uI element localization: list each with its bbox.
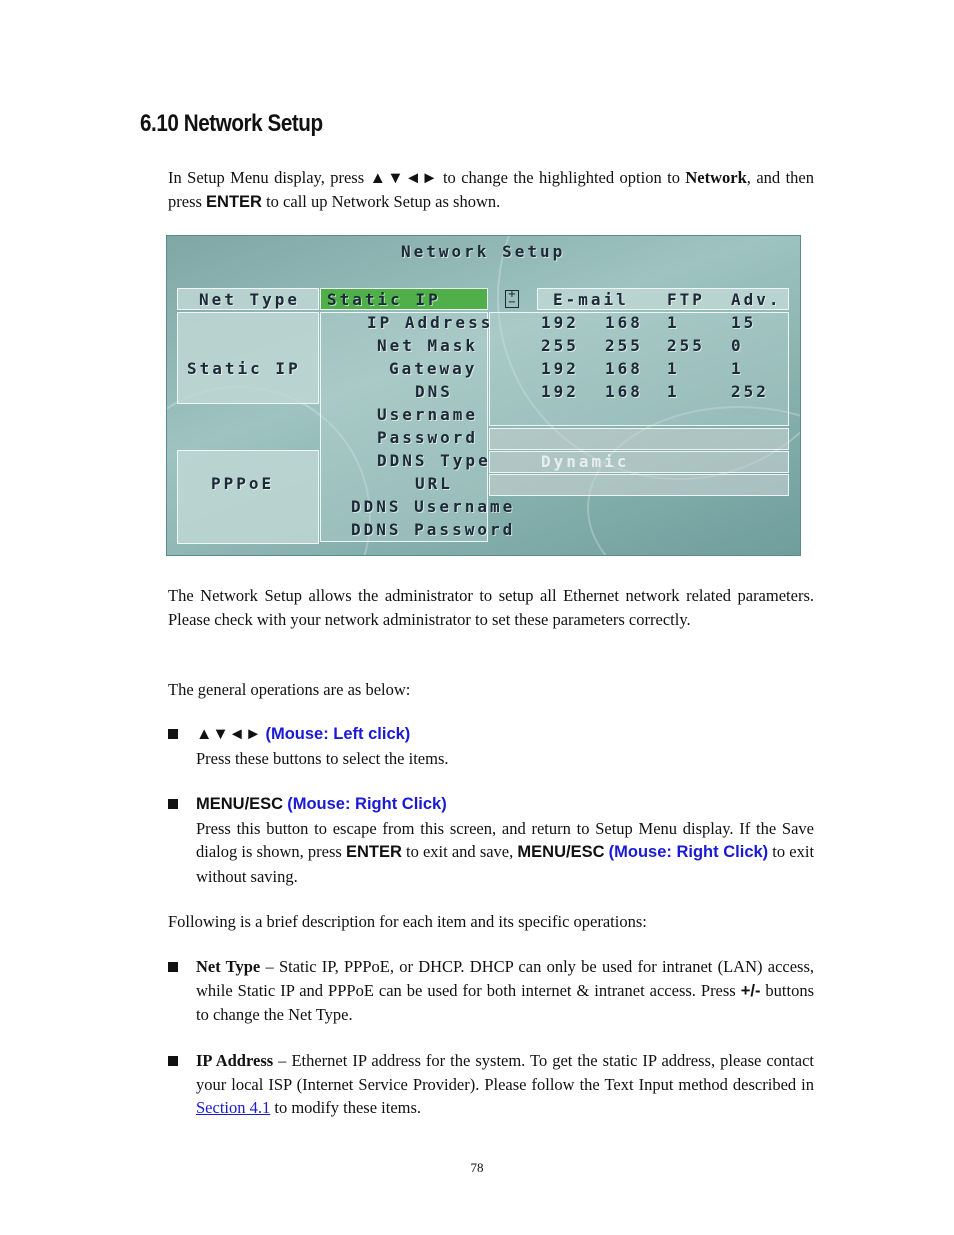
row-label-net-mask: Net Mask bbox=[377, 336, 479, 355]
net-type-label: Net Type bbox=[199, 290, 301, 309]
item-description: – Ethernet IP address for the system. To get the static IP address, please contact your local ISP (Internet Service Provider). Please follow the Text Input method described in bbox=[196, 1051, 814, 1094]
item-term: IP Address bbox=[196, 1051, 274, 1070]
intro-paragraph bbox=[168, 166, 814, 214]
operation-description: to exit and save, bbox=[401, 842, 518, 861]
menu-esc-key: MENU/ESC bbox=[196, 795, 284, 813]
intro-text: In Setup Menu display, press bbox=[168, 168, 370, 187]
network-setup-screenshot bbox=[166, 235, 801, 556]
operation-description: Press these buttons to select the items. bbox=[196, 748, 449, 768]
section-heading: 6.10 Network Setup bbox=[140, 110, 323, 137]
row-label-ip-address: IP Address bbox=[367, 313, 494, 332]
network-term: Network bbox=[685, 168, 747, 187]
mask-octet-4[interactable]: 0 bbox=[731, 336, 744, 355]
enter-key: ENTER bbox=[206, 192, 262, 211]
plus-minus-icon[interactable]: + − bbox=[505, 290, 519, 308]
dns-octet-1[interactable]: 192 bbox=[541, 382, 579, 401]
pppoe-label: PPPoE bbox=[211, 474, 275, 493]
bullet-square-icon bbox=[168, 799, 178, 809]
row-label-url: URL bbox=[415, 474, 453, 493]
password-field[interactable] bbox=[489, 451, 789, 473]
osd-title: Network Setup bbox=[401, 242, 566, 261]
row-label-password: Password bbox=[377, 428, 479, 447]
gateway-octet-1[interactable]: 192 bbox=[541, 359, 579, 378]
gateway-octet-3[interactable]: 1 bbox=[667, 359, 680, 378]
bullet-square-icon bbox=[168, 1056, 178, 1066]
item-description: – Static IP, PPPoE, or DHCP. DHCP can only be used for intranet (LAN) access, while Static IP and PPPoE can be used for both internet & intranet access. Press bbox=[196, 957, 815, 1000]
page-number: 78 bbox=[470, 1160, 484, 1175]
item-net-type bbox=[168, 955, 814, 1027]
menu-esc-key: MENU/ESC bbox=[517, 843, 605, 861]
bullet-square-icon bbox=[168, 962, 178, 972]
dns-octet-4[interactable]: 252 bbox=[731, 382, 769, 401]
operation-description: Press this button to escape from this screen, and return to Setup Menu display. If the Save dialog is shown, press bbox=[196, 818, 814, 861]
plus-minus-key: +/- bbox=[740, 981, 761, 1000]
dns-octet-2[interactable]: 168 bbox=[605, 382, 643, 401]
intro-text: to change the highlighted option to bbox=[437, 168, 686, 187]
row-label-ddns-password: DDNS Password bbox=[351, 520, 516, 539]
operation-item-arrows bbox=[168, 722, 814, 770]
dns-octet-3[interactable]: 1 bbox=[667, 382, 680, 401]
mouse-hint: (Mouse: Right Click) bbox=[287, 795, 447, 813]
row-label-ddns-type: DDNS Type bbox=[377, 451, 491, 470]
general-operations-intro: The general operations are as below: bbox=[168, 680, 411, 699]
tab-adv[interactable]: Adv. bbox=[731, 290, 782, 309]
row-label-username: Username bbox=[377, 405, 479, 424]
ip-octet-4[interactable]: 15 bbox=[731, 313, 757, 332]
arrow-keys: ▲▼◄► bbox=[196, 725, 262, 743]
ip-octet-1[interactable]: 192 bbox=[541, 313, 579, 332]
static-ip-label: Static IP bbox=[187, 359, 301, 378]
mouse-hint: (Mouse: Right Click) bbox=[608, 843, 769, 861]
gateway-octet-2[interactable]: 168 bbox=[605, 359, 643, 378]
ip-octet-2[interactable]: 168 bbox=[605, 313, 643, 332]
username-field[interactable] bbox=[489, 428, 789, 450]
item-description: to modify these items. bbox=[270, 1098, 422, 1117]
gateway-octet-4[interactable]: 1 bbox=[731, 359, 744, 378]
tab-ftp[interactable]: FTP bbox=[667, 290, 705, 309]
mask-octet-3[interactable]: 255 bbox=[667, 336, 705, 355]
tab-email[interactable]: E-mail bbox=[553, 290, 629, 309]
section-link[interactable]: Section 4.1 bbox=[196, 1098, 271, 1117]
bullet-square-icon bbox=[168, 729, 178, 739]
pppoe-group bbox=[177, 450, 319, 544]
ddns-type-value[interactable]: Dynamic bbox=[541, 452, 630, 471]
item-description: buttons to change the Net Type. bbox=[196, 980, 815, 1024]
arrow-keys: ▲▼◄► bbox=[369, 168, 438, 187]
ddns-type-field[interactable] bbox=[489, 474, 789, 496]
operation-description: to exit without saving. bbox=[196, 842, 815, 886]
intro-text: , and then press bbox=[168, 168, 815, 211]
enter-key: ENTER bbox=[345, 843, 402, 861]
mask-octet-1[interactable]: 255 bbox=[541, 336, 579, 355]
item-term: Net Type bbox=[196, 957, 261, 976]
mouse-hint: (Mouse: Left click) bbox=[265, 725, 411, 743]
intro-text: to call up Network Setup as shown. bbox=[261, 191, 501, 211]
ip-octet-3[interactable]: 1 bbox=[667, 313, 680, 332]
operation-item-menu-esc bbox=[168, 792, 814, 888]
items-intro: Following is a brief description for each item and its specific operations: bbox=[168, 912, 647, 931]
description-paragraph: The Network Setup allows the administrator to setup all Ethernet network related parameters. Please check with your network administrator to set these parameters correctly. bbox=[168, 586, 814, 629]
static-ip-group bbox=[177, 312, 319, 404]
row-label-dns: DNS bbox=[415, 382, 453, 401]
row-label-gateway: Gateway bbox=[389, 359, 478, 378]
mask-octet-2[interactable]: 255 bbox=[605, 336, 643, 355]
row-label-ddns-username: DDNS Username bbox=[351, 497, 516, 516]
item-ip-address bbox=[168, 1049, 814, 1120]
net-type-value: Static IP bbox=[327, 290, 441, 309]
